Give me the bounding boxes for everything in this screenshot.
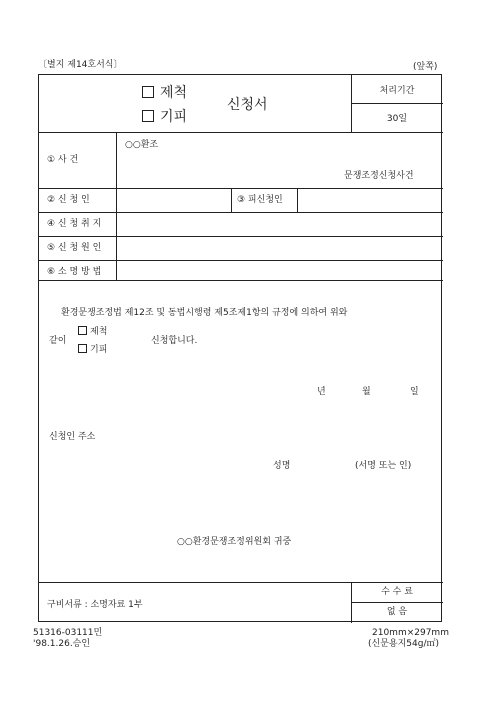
title-option-disqualify[interactable] (142, 85, 187, 101)
respondent-label: ③ 피신청인 (237, 195, 283, 205)
checkbox-icon[interactable] (142, 86, 154, 98)
fee-value: 없 음 (386, 607, 408, 617)
approval-date: '98.1.26.승인 (33, 639, 91, 649)
front-side-label: (앞쪽) (413, 62, 438, 72)
case-value-bottom: 문쟁조정신청사건 (344, 171, 414, 181)
evidence-method-label: ⑥ 소 명 방 법 (47, 267, 102, 277)
body-option-challenge[interactable] (78, 344, 107, 356)
date-day: 일 (410, 387, 419, 397)
form-title: 신청서 (227, 97, 268, 113)
form-number: 〔별지 제14호서식〕 (38, 60, 123, 70)
statement-line: 환경문쟁조정법 제12조 및 동법시행령 제5조제1항의 규정에 의하여 위와 (61, 308, 348, 318)
statement-suffix: 신청합니다. (151, 336, 198, 346)
request-reason-field[interactable] (118, 239, 438, 257)
applicant-address-label: 신청인 주소 (49, 432, 96, 442)
paper-size: 210mm×297mm (372, 628, 449, 638)
title-option-challenge[interactable] (142, 109, 187, 125)
checkbox-icon[interactable] (78, 344, 87, 353)
recipient: ○○환경문쟁조정위원회 귀중 (177, 537, 292, 547)
request-purpose-label: ④ 신 청 취 지 (47, 219, 102, 229)
title-option-challenge-label: 기피 (160, 109, 188, 125)
request-reason-label: ⑤ 신 청 원 인 (47, 243, 102, 253)
title-option-disqualify-label: 제척 (160, 85, 188, 101)
processing-period-value: 30일 (386, 114, 408, 124)
application-form (38, 74, 442, 622)
checkbox-icon[interactable] (142, 110, 154, 122)
body-option-disqualify[interactable] (78, 326, 107, 338)
applicant-label: ② 신 청 인 (47, 195, 90, 205)
processing-period-label: 처리기간 (379, 86, 415, 96)
fee-label: 수 수 료 (381, 587, 413, 597)
respondent-field[interactable] (299, 191, 439, 209)
case-value-top: ○○환조 (125, 140, 159, 150)
checkbox-icon[interactable] (78, 326, 87, 335)
paper-type: (신문용지54g/㎡) (368, 639, 439, 649)
signature-note: (서명 또는 인) (355, 461, 412, 471)
date-year: 년 (317, 387, 326, 397)
case-label: ① 사 건 (47, 155, 79, 165)
body-option-disqualify-label: 제척 (90, 327, 108, 337)
request-purpose-field[interactable] (118, 215, 438, 233)
applicant-field[interactable] (118, 191, 231, 209)
statement-prefix: 같이 (49, 336, 67, 346)
evidence-method-field[interactable] (118, 263, 438, 279)
date-month: 월 (362, 387, 371, 397)
applicant-name-label: 성명 (273, 461, 291, 471)
required-documents: 구비서류 : 소명자료 1부 (47, 600, 143, 610)
body-option-challenge-label: 기피 (90, 345, 108, 355)
form-code: 51316-03111민 (33, 628, 103, 638)
